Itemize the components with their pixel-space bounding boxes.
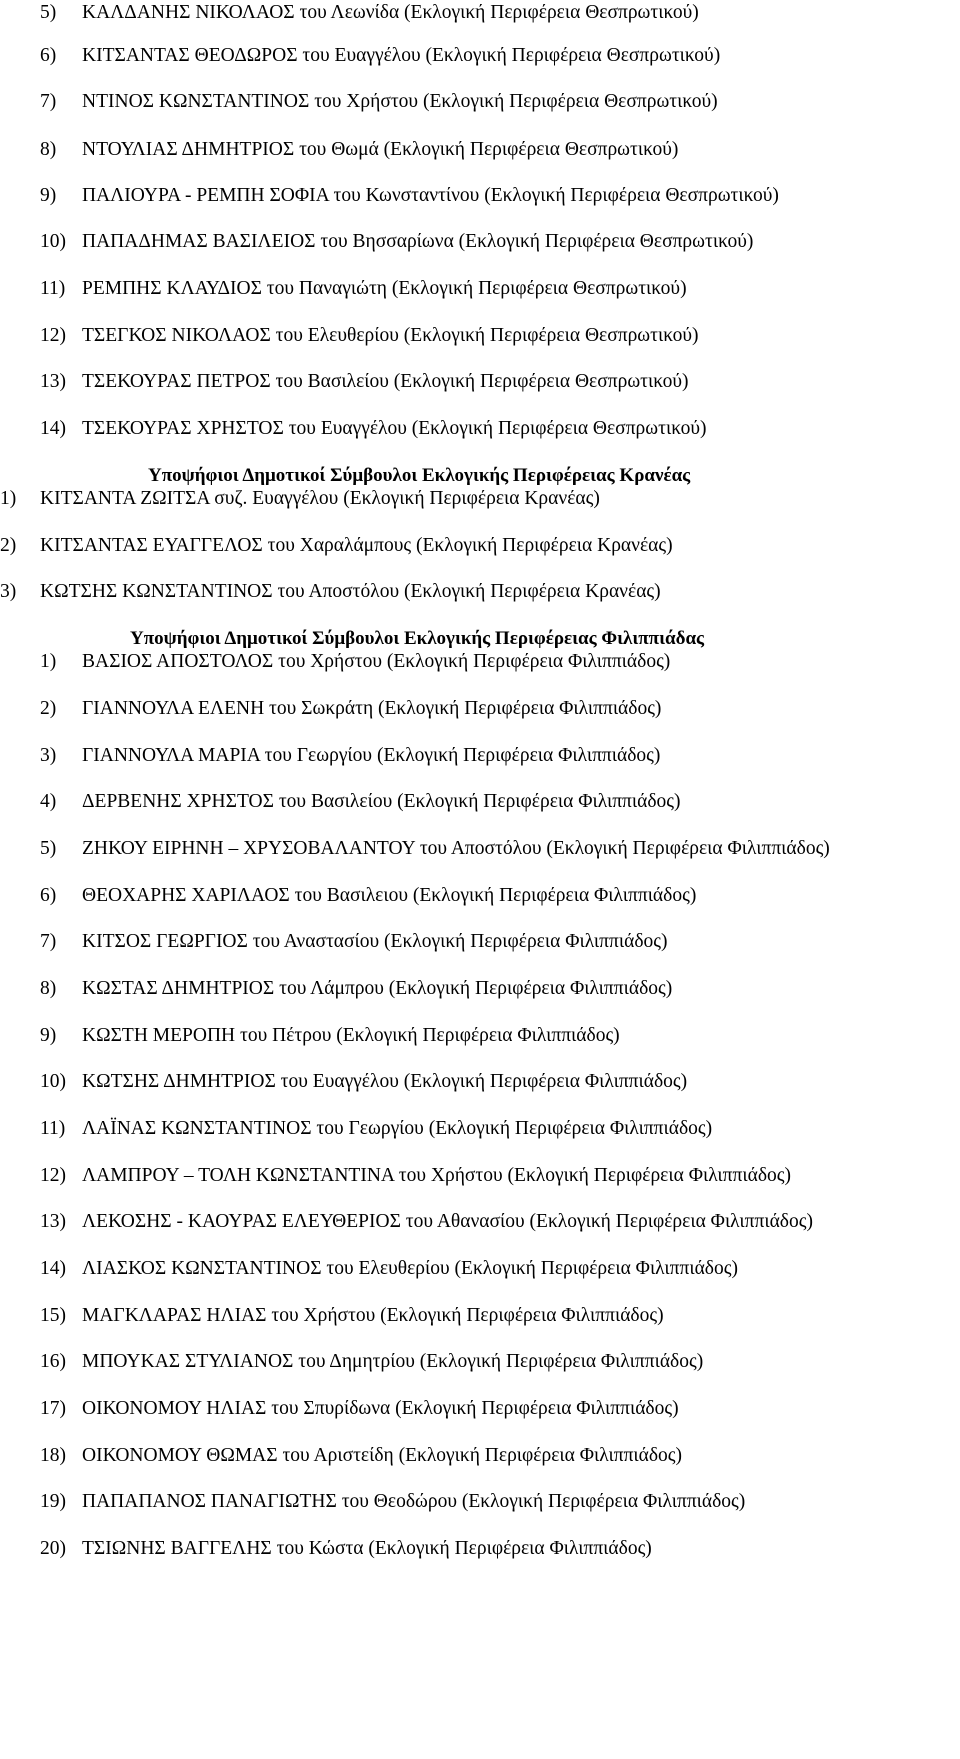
item-number: 3) [0, 581, 17, 602]
list-item [0, 1, 960, 25]
item-text: ΡΕΜΠΗΣ ΚΛΑΥΔΙΟΣ του Παναγιώτη (Εκλογική Περιφέρεια Θεσπρωτικού) [82, 278, 687, 299]
item-number: 11) [40, 1118, 66, 1139]
item-text: ΛΑΜΠΡΟΥ – ΤΟΛΗ ΚΩΝΣΤΑΝΤΙΝΑ του Χρήστου (Εκλογική Περιφέρεια Φιλιππιάδος) [82, 1165, 791, 1186]
list-item [0, 1350, 960, 1374]
item-text: ΤΣΕΚΟΥΡΑΣ ΠΕΤΡΟΣ του Βασιλείου (Εκλογική Περιφέρεια Θεσπρωτικού) [82, 371, 689, 392]
item-number: 9) [40, 185, 57, 206]
section-heading-text: Υποψήφιοι Δημοτικοί Σύμβουλοι Εκλογικής Περιφέρειας Κρανέας [148, 465, 691, 486]
item-number: 10) [40, 231, 66, 252]
item-number: 18) [40, 1445, 66, 1466]
list-item [0, 790, 960, 814]
list-item [0, 930, 960, 954]
item-text: ΓΙΑΝΝΟΥΛΑ ΜΑΡΙΑ του Γεωργίου (Εκλογική Περιφέρεια Φιλιππιάδος) [82, 745, 661, 766]
item-number: 17) [40, 1398, 66, 1419]
list-item [0, 744, 960, 768]
list-item [0, 1444, 960, 1468]
item-number: 16) [40, 1351, 66, 1372]
item-number: 14) [40, 418, 66, 439]
item-number: 2) [0, 535, 17, 556]
item-number: 20) [40, 1538, 66, 1559]
list-item [0, 184, 960, 208]
item-text: ΤΣΕΓΚΟΣ ΝΙΚΟΛΑΟΣ του Ελευθερίου (Εκλογική Περιφέρεια Θεσπρωτικού) [82, 325, 699, 346]
list-item [0, 277, 960, 301]
item-number: 1) [40, 651, 57, 672]
item-text: ΚΑΛΔΑΝΗΣ ΝΙΚΟΛΑΟΣ του Λεωνίδα (Εκλογική Περιφέρεια Θεσπρωτικού) [82, 2, 699, 23]
list-item [0, 650, 960, 674]
section-heading [0, 464, 960, 488]
item-number: 12) [40, 1165, 66, 1186]
list-item [0, 487, 960, 511]
list-item [0, 884, 960, 908]
item-number: 5) [40, 2, 57, 23]
list-item [0, 1070, 960, 1094]
item-text: ΚΩΤΣΗΣ ΔΗΜΗΤΡΙΟΣ του Ευαγγέλου (Εκλογική Περιφέρεια Φιλιππιάδος) [82, 1071, 688, 1092]
item-text: ΚΩΤΣΗΣ ΚΩΝΣΤΑΝΤΙΝΟΣ του Αποστόλου (Εκλογική Περιφέρεια Κρανέας) [40, 581, 661, 602]
item-number: 11) [40, 278, 66, 299]
item-number: 9) [40, 1025, 57, 1046]
list-item [0, 1490, 960, 1514]
item-number: 19) [40, 1491, 66, 1512]
list-item [0, 697, 960, 721]
item-number: 10) [40, 1071, 66, 1092]
list-item [0, 1117, 960, 1141]
list-item [0, 1164, 960, 1188]
item-text: ΛΕΚΟΣΗΣ - ΚΑΟΥΡΑΣ ΕΛΕΥΘΕΡΙΟΣ του Αθανασίου (Εκλογική Περιφέρεια Φιλιππιάδος) [82, 1211, 813, 1232]
section-heading [0, 627, 960, 651]
list-item [0, 138, 960, 162]
list-item [0, 230, 960, 254]
list-item [0, 324, 960, 348]
list-item [0, 44, 960, 68]
item-text: ΟΙΚΟΝΟΜΟΥ ΘΩΜΑΣ του Αριστείδη (Εκλογική Περιφέρεια Φιλιππιάδος) [82, 1445, 683, 1466]
list-item [0, 534, 960, 558]
item-text: ΚΙΤΣΑΝΤΑ ΖΩΙΤΣΑ συζ. Ευαγγέλου (Εκλογική Περιφέρεια Κρανέας) [40, 488, 600, 509]
list-item [0, 1257, 960, 1281]
item-number: 8) [40, 139, 57, 160]
item-text: ΜΑΓΚΛΑΡΑΣ ΗΛΙΑΣ του Χρήστου (Εκλογική Περιφέρεια Φιλιππιάδος) [82, 1305, 664, 1326]
list-item [0, 837, 960, 861]
list-item [0, 1397, 960, 1421]
item-number: 5) [40, 838, 57, 859]
item-text: ΠΑΛΙΟΥΡΑ - ΡΕΜΠΗ ΣΟΦΙΑ του Κωνσταντίνου (Εκλογική Περιφέρεια Θεσπρωτικού) [82, 185, 779, 206]
item-text: ΜΠΟΥΚΑΣ ΣΤΥΛΙΑΝΟΣ του Δημητρίου (Εκλογική Περιφέρεια Φιλιππιάδος) [82, 1351, 704, 1372]
item-number: 4) [40, 791, 57, 812]
item-text: ΓΙΑΝΝΟΥΛΑ ΕΛΕΝΗ του Σωκράτη (Εκλογική Περιφέρεια Φιλιππιάδος) [82, 698, 662, 719]
item-text: ΖΗΚΟΥ ΕΙΡΗΝΗ – ΧΡΥΣΟΒΑΛΑΝΤΟΥ του Αποστόλου (Εκλογική Περιφέρεια Φιλιππιάδος) [82, 838, 830, 859]
item-number: 8) [40, 978, 57, 999]
item-text: ΝΤΙΝΟΣ ΚΩΝΣΤΑΝΤΙΝΟΣ του Χρήστου (Εκλογική Περιφέρεια Θεσπρωτικού) [82, 91, 718, 112]
item-number: 6) [40, 45, 57, 66]
item-text: ΠΑΠΑΠΑΝΟΣ ΠΑΝΑΓΙΩΤΗΣ του Θεοδώρου (Εκλογική Περιφέρεια Φιλιππιάδος) [82, 1491, 746, 1512]
item-text: ΚΙΤΣΑΝΤΑΣ ΕΥΑΓΓΕΛΟΣ του Χαραλάμπους (Εκλογική Περιφέρεια Κρανέας) [40, 535, 673, 556]
item-text: ΠΑΠΑΔΗΜΑΣ ΒΑΣΙΛΕΙΟΣ του Βησσαρίωνα (Εκλογική Περιφέρεια Θεσπρωτικού) [82, 231, 754, 252]
item-number: 13) [40, 371, 66, 392]
item-text: ΚΙΤΣΑΝΤΑΣ ΘΕΟΔΩΡΟΣ του Ευαγγέλου (Εκλογική Περιφέρεια Θεσπρωτικού) [82, 45, 721, 66]
section-heading-text: Υποψήφιοι Δημοτικοί Σύμβουλοι Εκλογικής Περιφέρειας Φιλιππιάδας [130, 628, 705, 649]
list-item [0, 417, 960, 441]
item-number: 13) [40, 1211, 66, 1232]
list-item [0, 580, 960, 604]
item-number: 14) [40, 1258, 66, 1279]
item-number: 3) [40, 745, 57, 766]
item-number: 2) [40, 698, 57, 719]
list-item [0, 1537, 960, 1561]
item-text: ΒΑΣΙΟΣ ΑΠΟΣΤΟΛΟΣ του Χρήστου (Εκλογική Περιφέρεια Φιλιππιάδος) [82, 651, 671, 672]
item-text: ΛΑΪΝΑΣ ΚΩΝΣΤΑΝΤΙΝΟΣ του Γεωργίου (Εκλογική Περιφέρεια Φιλιππιάδος) [82, 1118, 713, 1139]
item-number: 7) [40, 931, 57, 952]
item-text: ΤΣΙΩΝΗΣ ΒΑΓΓΕΛΗΣ του Κώστα (Εκλογική Περιφέρεια Φιλιππιάδος) [82, 1538, 652, 1559]
item-number: 1) [0, 488, 17, 509]
item-text: ΔΕΡΒΕΝΗΣ ΧΡΗΣΤΟΣ του Βασιλείου (Εκλογική Περιφέρεια Φιλιππιάδος) [82, 791, 681, 812]
item-number: 15) [40, 1305, 66, 1326]
list-item [0, 1304, 960, 1328]
item-text: ΤΣΕΚΟΥΡΑΣ ΧΡΗΣΤΟΣ του Ευαγγέλου (Εκλογική Περιφέρεια Θεσπρωτικού) [82, 418, 707, 439]
list-item [0, 1024, 960, 1048]
item-text: ΘΕΟΧΑΡΗΣ ΧΑΡΙΛΑΟΣ του Βασιλειου (Εκλογική Περιφέρεια Φιλιππιάδος) [82, 885, 697, 906]
list-item [0, 1210, 960, 1234]
item-text: ΚΩΣΤΑΣ ΔΗΜΗΤΡΙΟΣ του Λάμπρου (Εκλογική Περιφέρεια Φιλιππιάδος) [82, 978, 673, 999]
list-item [0, 90, 960, 114]
item-number: 7) [40, 91, 57, 112]
item-text: ΟΙΚΟΝΟΜΟΥ ΗΛΙΑΣ του Σπυρίδωνα (Εκλογική Περιφέρεια Φιλιππιάδος) [82, 1398, 679, 1419]
item-text: ΛΙΑΣΚΟΣ ΚΩΝΣΤΑΝΤΙΝΟΣ του Ελευθερίου (Εκλογική Περιφέρεια Φιλιππιάδος) [82, 1258, 738, 1279]
item-text: ΚΙΤΣΟΣ ΓΕΩΡΓΙΟΣ του Αναστασίου (Εκλογική Περιφέρεια Φιλιππιάδος) [82, 931, 668, 952]
list-item [0, 977, 960, 1001]
item-text: ΝΤΟΥΛΙΑΣ ΔΗΜΗΤΡΙΟΣ του Θωμά (Εκλογική Περιφέρεια Θεσπρωτικού) [82, 139, 679, 160]
list-item [0, 370, 960, 394]
item-text: ΚΩΣΤΗ ΜΕΡΟΠΗ του Πέτρου (Εκλογική Περιφέρεια Φιλιππιάδος) [82, 1025, 620, 1046]
item-number: 12) [40, 325, 66, 346]
item-number: 6) [40, 885, 57, 906]
